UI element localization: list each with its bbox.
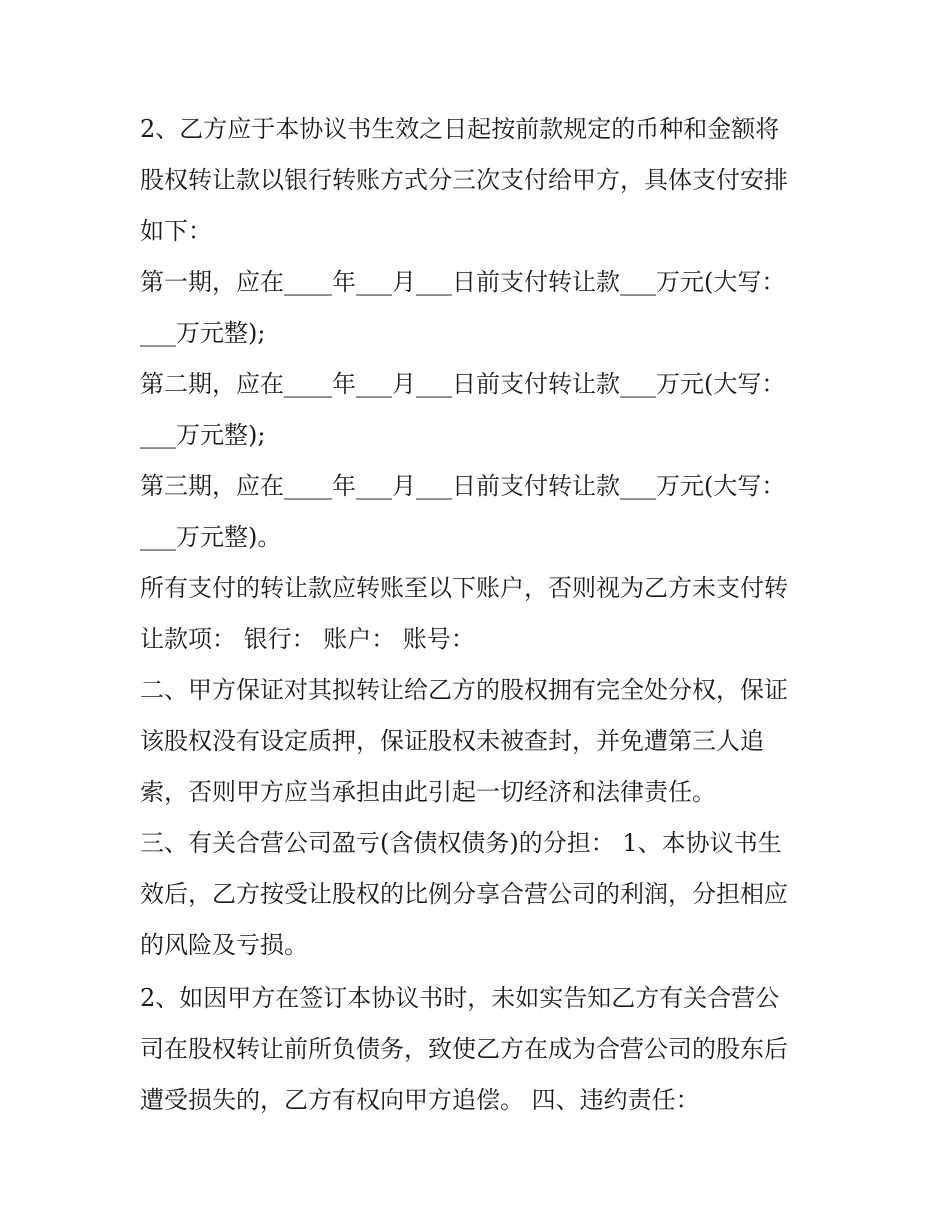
text-line: 二、甲方保证对其拟转让给乙方的股权拥有完全处分权，保证 (140, 676, 788, 704)
text-line: 三、有关合营公司盈亏(含债权债务)的分担： 1、本协议书生 (140, 829, 782, 857)
text-line: ___万元整); (140, 421, 266, 449)
text-line: 索，否则甲方应当承担由此引起一切经济和法律责任。 (140, 778, 716, 806)
text-line: 如下： (140, 217, 212, 245)
text-line: 2、如因甲方在签订本协议书时，未如实告知乙方有关合营公 (140, 984, 780, 1012)
text-line: 第二期，应在____年___月___日前支付转让款___万元(大写： (140, 370, 786, 398)
text-line: ___万元整)。 (140, 523, 282, 551)
document-body (140, 104, 820, 1126)
text-line: ___万元整); (140, 319, 266, 347)
text-line: 股权转让款以银行转账方式分三次支付给甲方，具体支付安排 (140, 166, 788, 194)
text-line: 遭受损失的，乙方有权向甲方追偿。 四、违约责任： (140, 1086, 700, 1114)
text-line: 该股权没有设定质押，保证股权未被查封，并免遭第三人追 (140, 727, 764, 755)
text-line: 所有支付的转让款应转账至以下账户，否则视为乙方未支付转 (140, 574, 788, 602)
text-line: 2、乙方应于本协议书生效之日起按前款规定的币种和金额将 (140, 115, 780, 143)
text-line: 第一期，应在____年___月___日前支付转让款___万元(大写： (140, 268, 786, 296)
text-line: 司在股权转让前所负债务，致使乙方在成为合营公司的股东后 (140, 1035, 788, 1063)
text-line: 的风险及亏损。 (140, 931, 308, 959)
text-line: 效后，乙方按受让股权的比例分享合营公司的利润，分担相应 (140, 880, 788, 908)
text-line: 让款项： 银行： 账户： 账号： (140, 625, 475, 653)
text-line: 第三期，应在____年___月___日前支付转让款___万元(大写： (140, 472, 786, 500)
